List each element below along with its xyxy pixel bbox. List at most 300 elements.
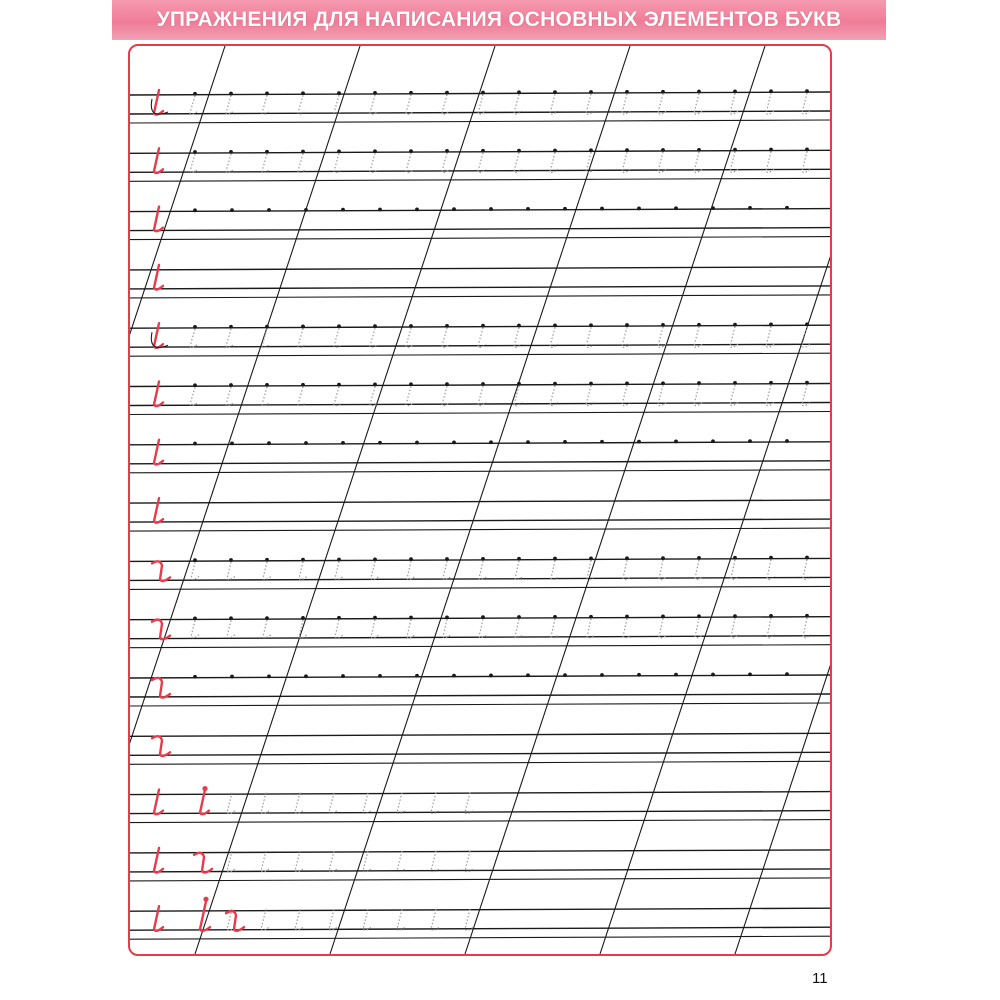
model-stroke xyxy=(154,906,163,931)
model-stroke xyxy=(154,265,163,290)
ruled-line xyxy=(130,442,830,445)
guide-dot xyxy=(267,675,271,679)
dotted-stroke xyxy=(190,96,198,114)
dotted-stroke xyxy=(622,327,630,347)
slant-line xyxy=(0,46,225,954)
guide-dot xyxy=(265,558,269,562)
guide-dot xyxy=(805,322,809,326)
guide-dot xyxy=(267,441,271,445)
dotted-stroke xyxy=(442,95,450,114)
dotted-stroke xyxy=(767,618,775,638)
ruled-line xyxy=(130,412,830,415)
dotted-stroke xyxy=(406,153,414,172)
dotted-stroke xyxy=(514,328,522,348)
guide-dot xyxy=(301,616,305,620)
start-dot xyxy=(202,786,207,791)
dotted-stroke xyxy=(550,327,558,347)
guide-dot xyxy=(229,150,233,154)
guide-dot xyxy=(563,440,567,444)
guide-dot xyxy=(748,439,752,443)
ruled-line xyxy=(130,178,830,181)
dotted-stroke xyxy=(514,94,522,114)
dotted-element xyxy=(465,793,474,814)
dotted-stroke xyxy=(226,96,234,115)
model-stroke xyxy=(200,790,209,815)
guide-dot xyxy=(517,324,521,328)
guide-dot xyxy=(526,440,530,444)
dotted-stroke xyxy=(370,95,378,114)
guide-dot xyxy=(711,206,715,210)
dotted-stroke xyxy=(478,153,486,173)
slant-line xyxy=(600,46,900,954)
dotted-stroke xyxy=(514,386,522,406)
guide-dot xyxy=(337,383,341,387)
dotted-stroke xyxy=(334,153,342,172)
dotted-element xyxy=(363,793,372,814)
dotted-stroke xyxy=(550,386,558,406)
ruled-line xyxy=(130,703,830,706)
guide-dot xyxy=(301,383,305,387)
guide-dot xyxy=(452,207,456,211)
model-stroke xyxy=(154,440,163,465)
guide-dot xyxy=(553,90,557,94)
guide-dot xyxy=(526,207,530,211)
guide-dot xyxy=(481,382,485,386)
dotted-stroke xyxy=(191,620,199,637)
guide-dot xyxy=(769,148,773,152)
guide-dot xyxy=(553,382,557,386)
dotted-stroke xyxy=(262,154,270,173)
dotted-stroke xyxy=(407,619,415,637)
dotted-stroke xyxy=(190,387,198,405)
guide-dot xyxy=(769,89,773,93)
dotted-stroke xyxy=(622,152,630,172)
dotted-element xyxy=(397,909,406,930)
dotted-stroke xyxy=(226,387,234,406)
guide-dot xyxy=(445,91,449,95)
tracing-elements xyxy=(190,89,811,930)
guide-dot xyxy=(661,323,665,327)
guide-dot xyxy=(748,672,752,676)
slant-line xyxy=(330,46,630,954)
guide-dot xyxy=(625,556,629,560)
ruled-line xyxy=(130,645,830,648)
dotted-element xyxy=(465,851,474,872)
dotted-stroke xyxy=(478,328,486,348)
model-stroke xyxy=(154,323,163,348)
dotted-element xyxy=(295,851,304,872)
guide-dot xyxy=(625,90,629,94)
slant-line xyxy=(60,46,360,954)
guide-dot xyxy=(267,208,271,212)
guide-dot xyxy=(409,382,413,386)
guide-dot xyxy=(415,674,419,678)
dotted-stroke xyxy=(623,619,631,638)
dotted-stroke xyxy=(731,560,739,580)
dotted-stroke xyxy=(370,153,378,172)
dotted-stroke xyxy=(442,153,450,172)
guide-dot xyxy=(805,89,809,93)
guide-dot xyxy=(769,381,773,385)
ruled-line xyxy=(130,675,830,678)
page-title: УПРАЖНЕНИЯ ДЛЯ НАПИСАНИЯ ОСНОВНЫХ ЭЛЕМЕНТОВ БУКВ xyxy=(156,8,842,31)
dotted-stroke xyxy=(587,619,595,638)
guide-dot xyxy=(481,149,485,153)
dotted-stroke xyxy=(586,327,594,347)
dotted-stroke xyxy=(586,94,594,114)
ruled-line xyxy=(130,461,830,464)
ruled-line xyxy=(130,150,830,153)
guide-dot xyxy=(193,325,197,329)
dotted-stroke xyxy=(550,94,558,114)
dotted-stroke xyxy=(695,560,703,580)
dotted-stroke xyxy=(334,387,342,406)
guide-dot xyxy=(373,383,377,387)
guide-dot xyxy=(674,440,678,444)
model-hook xyxy=(152,678,170,698)
guide-dot xyxy=(230,675,234,679)
ruled-line xyxy=(130,694,830,697)
guide-dot xyxy=(553,149,557,153)
dotted-stroke xyxy=(731,618,739,638)
guide-dot xyxy=(553,323,557,327)
dotted-stroke xyxy=(767,560,775,580)
dotted-stroke xyxy=(586,386,594,406)
ruled-line xyxy=(130,878,830,881)
guide-dot xyxy=(697,323,701,327)
guide-dot xyxy=(445,324,449,328)
dotted-stroke xyxy=(803,618,811,638)
guide-dot xyxy=(193,383,197,387)
guide-dot xyxy=(733,614,737,618)
guide-dot xyxy=(517,382,521,386)
ruled-line xyxy=(130,209,830,212)
ruled-line xyxy=(130,811,830,814)
guide-dot xyxy=(193,442,197,446)
dotted-element xyxy=(261,851,270,872)
guide-dot xyxy=(409,149,413,153)
dotted-element xyxy=(397,851,406,872)
dotted-stroke xyxy=(299,562,307,580)
guide-dot xyxy=(378,208,382,212)
ruled-line xyxy=(130,120,830,123)
dotted-stroke xyxy=(407,561,415,579)
dotted-stroke xyxy=(479,619,487,638)
guide-dot xyxy=(697,148,701,152)
guide-dot xyxy=(489,207,493,211)
guide-dot xyxy=(637,207,641,211)
guide-dot xyxy=(661,90,665,94)
guide-dot xyxy=(193,558,197,562)
guide-dot xyxy=(265,616,269,620)
ruled-line xyxy=(130,286,830,289)
slant-line xyxy=(870,46,1000,954)
guide-dot xyxy=(265,150,269,154)
model-stroke xyxy=(154,790,163,815)
guide-dot xyxy=(805,556,809,560)
guide-dot xyxy=(733,90,737,94)
dotted-stroke xyxy=(227,620,235,638)
guide-dot xyxy=(229,325,233,329)
ruled-line xyxy=(130,353,830,356)
model-hook xyxy=(152,561,170,581)
ruled-lines xyxy=(130,92,830,939)
ruled-line xyxy=(130,325,830,328)
ruled-line xyxy=(130,820,830,823)
guide-dot xyxy=(589,148,593,152)
dotted-stroke xyxy=(298,95,306,114)
dotted-stroke xyxy=(478,386,486,406)
guide-dot xyxy=(733,148,737,152)
dotted-stroke xyxy=(226,154,234,173)
ruled-line xyxy=(130,869,830,872)
guide-dot xyxy=(230,441,234,445)
guide-dot xyxy=(341,441,345,445)
guide-dot xyxy=(661,148,665,152)
dotted-element xyxy=(465,909,474,930)
dotted-stroke xyxy=(406,386,414,405)
dotted-element xyxy=(329,793,338,814)
dotted-stroke xyxy=(371,561,379,579)
guide-dot xyxy=(769,614,773,618)
dotted-element xyxy=(329,909,338,930)
model-stroke xyxy=(154,848,163,873)
dotted-stroke xyxy=(190,329,198,347)
guide-dot xyxy=(415,207,419,211)
guide-dot xyxy=(445,615,449,619)
guide-dot xyxy=(697,556,701,560)
guide-dot xyxy=(697,614,701,618)
guide-dot xyxy=(589,90,593,94)
guide-dot xyxy=(409,616,413,620)
dotted-stroke xyxy=(443,619,451,637)
guide-dot xyxy=(193,675,197,679)
dotted-stroke xyxy=(298,154,306,173)
dotted-stroke xyxy=(406,328,414,347)
guide-dot xyxy=(526,673,530,677)
guide-dot xyxy=(304,208,308,212)
guide-dot xyxy=(589,615,593,619)
dotted-stroke xyxy=(551,619,559,638)
dotted-stroke xyxy=(443,561,451,579)
ruled-line xyxy=(130,850,830,853)
guide-dot xyxy=(193,150,197,154)
dotted-stroke xyxy=(191,562,199,579)
guide-dot xyxy=(409,557,413,561)
guide-dot xyxy=(337,150,341,154)
dotted-stroke xyxy=(371,620,379,638)
guide-dot xyxy=(625,615,629,619)
guide-dot xyxy=(301,150,305,154)
guide-dot xyxy=(553,615,557,619)
guide-dot xyxy=(193,92,197,96)
ruled-line xyxy=(130,228,830,231)
ruled-line xyxy=(130,792,830,795)
dotted-element xyxy=(363,909,372,930)
dotted-element xyxy=(431,909,440,930)
ruled-line xyxy=(130,636,830,639)
dotted-stroke xyxy=(262,387,270,406)
dotted-element xyxy=(431,851,440,872)
guide-dot xyxy=(600,440,604,444)
model-stroke xyxy=(154,148,163,173)
guide-dot xyxy=(805,147,809,151)
dotted-element xyxy=(261,793,270,814)
guide-dot xyxy=(378,674,382,678)
ruled-line xyxy=(130,519,830,522)
model-hook xyxy=(226,911,244,931)
dotted-stroke xyxy=(586,152,594,172)
start-dot xyxy=(203,897,208,902)
guide-dot xyxy=(711,673,715,677)
guide-dot xyxy=(452,441,456,445)
guide-dot xyxy=(265,325,269,329)
guide-dot xyxy=(733,381,737,385)
guide-dot xyxy=(193,617,197,621)
ruled-line xyxy=(130,384,830,387)
guide-dot xyxy=(337,616,341,620)
guide-dot xyxy=(265,383,269,387)
guide-dot xyxy=(229,616,233,620)
ruled-line xyxy=(130,528,830,531)
guide-dot xyxy=(563,673,567,677)
guide-dot xyxy=(337,91,341,95)
dotted-stroke xyxy=(335,620,343,638)
dotted-stroke xyxy=(262,95,270,114)
guide-dot xyxy=(481,615,485,619)
dotted-element xyxy=(261,909,270,930)
guide-dot xyxy=(711,439,715,443)
dotted-stroke xyxy=(479,561,487,580)
guide-dot xyxy=(600,673,604,677)
dotted-stroke xyxy=(514,153,522,173)
guide-dot xyxy=(445,382,449,386)
page-number: 11 xyxy=(812,970,828,987)
guide-dot xyxy=(733,323,737,327)
dotted-stroke xyxy=(190,154,198,172)
guide-dot xyxy=(785,672,789,676)
guide-dot xyxy=(805,614,809,618)
ruled-line xyxy=(130,936,830,939)
guide-dot xyxy=(409,91,413,95)
guide-dot xyxy=(373,557,377,561)
dotted-stroke xyxy=(298,387,306,406)
guide-dot xyxy=(637,440,641,444)
ruled-line xyxy=(130,761,830,764)
guide-dot xyxy=(589,557,593,561)
ruled-line xyxy=(130,558,830,561)
guide-dot xyxy=(445,557,449,561)
dotted-stroke xyxy=(550,152,558,172)
dotted-stroke xyxy=(298,328,306,347)
model-hook xyxy=(194,853,212,873)
model-hook xyxy=(152,736,170,756)
guide-dot xyxy=(625,323,629,327)
dotted-stroke xyxy=(227,562,235,580)
guide-dot xyxy=(230,208,234,212)
guide-dot xyxy=(304,674,308,678)
dotted-stroke xyxy=(334,328,342,347)
ruled-line xyxy=(130,752,830,755)
guide-dot xyxy=(769,556,773,560)
model-stroke xyxy=(154,90,163,115)
ruled-line xyxy=(130,586,830,589)
guide-dot xyxy=(415,441,419,445)
guide-dot xyxy=(674,206,678,210)
dotted-stroke xyxy=(623,560,631,579)
dotted-stroke xyxy=(406,95,414,114)
dotted-stroke xyxy=(263,562,271,580)
guide-dot xyxy=(301,325,305,329)
guide-dot xyxy=(304,441,308,445)
guide-dot xyxy=(517,149,521,153)
guide-dot xyxy=(337,324,341,328)
dotted-stroke xyxy=(226,329,234,348)
guide-dot xyxy=(563,207,567,211)
dotted-stroke xyxy=(622,94,630,114)
guide-dot xyxy=(674,673,678,677)
guide-dot xyxy=(337,558,341,562)
direction-arrow xyxy=(151,332,168,347)
guide-dot xyxy=(229,92,233,96)
ruled-line xyxy=(130,733,830,736)
dotted-stroke xyxy=(442,386,450,405)
guide-dot xyxy=(661,381,665,385)
guide-dot xyxy=(481,324,485,328)
guide-dot xyxy=(600,207,604,211)
dotted-element xyxy=(227,793,236,814)
dotted-stroke xyxy=(551,561,559,580)
model-stroke xyxy=(200,901,210,931)
dotted-element xyxy=(363,851,372,872)
dotted-stroke xyxy=(515,619,523,638)
guide-dot xyxy=(637,673,641,677)
guide-dot xyxy=(697,90,701,94)
ruled-line xyxy=(130,470,830,473)
guide-dot xyxy=(785,439,789,443)
dotted-element xyxy=(431,793,440,814)
dotted-stroke xyxy=(370,328,378,347)
guide-dot xyxy=(733,556,737,560)
guide-dot xyxy=(265,92,269,96)
guide-dot xyxy=(452,674,456,678)
ruled-line xyxy=(130,577,830,580)
guide-dot xyxy=(625,148,629,152)
dotted-stroke xyxy=(659,560,667,579)
guide-dot xyxy=(589,323,593,327)
guide-dot xyxy=(481,91,485,95)
guide-dot xyxy=(625,381,629,385)
dotted-stroke xyxy=(803,559,811,579)
ruled-line xyxy=(130,617,830,620)
guide-dot xyxy=(481,557,485,561)
guide-dot xyxy=(378,441,382,445)
model-stroke xyxy=(154,207,163,232)
dotted-stroke xyxy=(622,385,630,405)
dotted-stroke xyxy=(335,562,343,580)
guide-dot xyxy=(489,440,493,444)
guide-dot xyxy=(341,674,345,678)
dotted-stroke xyxy=(695,618,703,638)
dotted-element xyxy=(295,793,304,814)
guide-dot xyxy=(373,91,377,95)
ruled-line xyxy=(130,267,830,270)
model-stroke xyxy=(154,498,163,523)
guide-dot xyxy=(229,558,233,562)
dotted-element xyxy=(397,793,406,814)
guide-dot xyxy=(193,208,197,212)
dotted-stroke xyxy=(263,620,271,638)
